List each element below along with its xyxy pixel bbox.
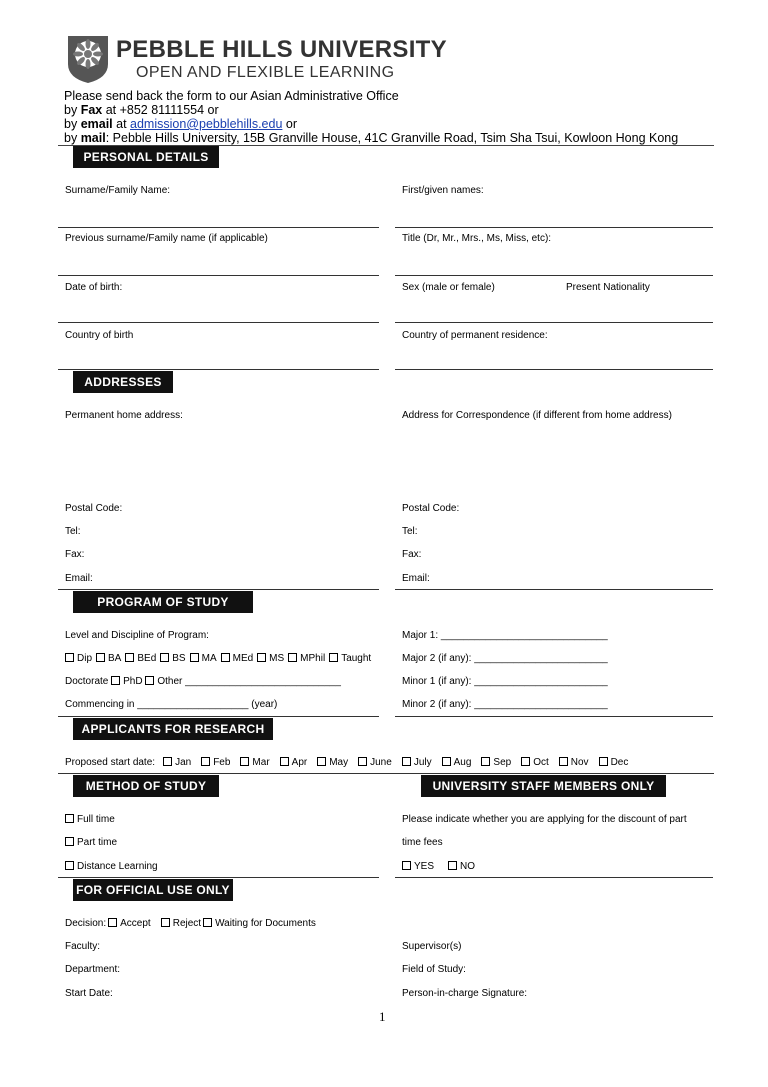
personal-details-heading: PERSONAL DETAILS — [73, 146, 219, 168]
month-option[interactable]: Nov — [559, 757, 589, 768]
doctorate-checkbox[interactable] — [111, 676, 120, 685]
degree-option[interactable]: BA — [96, 653, 121, 664]
month-option[interactable]: Jan — [163, 757, 191, 768]
department-label: Department: — [65, 964, 121, 975]
country-residence-field[interactable] — [395, 369, 713, 370]
degree-options — [65, 653, 375, 664]
checkbox[interactable] — [65, 861, 74, 870]
checkbox[interactable] — [65, 814, 74, 823]
major1-label: Major 1: ______________________________ — [402, 630, 608, 641]
part-time-option[interactable]: Part time — [65, 837, 117, 848]
month-option[interactable]: Dec — [599, 757, 629, 768]
staff-discount-text-2: time fees — [402, 837, 443, 848]
title-label: Title (Dr, Mr., Mrs., Ms, Miss, etc): — [402, 233, 552, 244]
staff-discount-text-1: Please indicate whether you are applying for the discount of part — [402, 814, 687, 825]
full-time-option[interactable]: Full time — [65, 814, 115, 825]
phd-checkbox[interactable] — [145, 676, 154, 685]
accept-option[interactable]: Accept — [108, 918, 151, 929]
faculty-label: Faculty: — [65, 941, 101, 952]
research-heading: APPLICANTS FOR RESEARCH — [73, 718, 273, 740]
program-heading: PROGRAM OF STUDY — [73, 591, 253, 613]
previous-surname-label: Previous surname/Family name (if applicable) — [65, 233, 268, 244]
country-residence-label: Country of permanent residence: — [402, 330, 548, 341]
dob-field[interactable] — [58, 322, 379, 323]
degree-option[interactable]: MA — [190, 653, 217, 664]
previous-surname-field[interactable] — [58, 275, 379, 276]
program-end-line — [58, 716, 379, 717]
month-option[interactable]: Apr — [280, 757, 308, 768]
university-name: PEBBLE HILLS UNIVERSITY — [116, 36, 447, 63]
waiting-option[interactable]: Waiting for Documents — [203, 918, 316, 929]
month-option[interactable]: Feb — [201, 757, 230, 768]
checkbox[interactable] — [221, 653, 230, 662]
distance-learning-option[interactable]: Distance Learning — [65, 861, 158, 872]
doctorate-options: Doctorate PhD Other ____________________________ — [65, 676, 341, 687]
reject-option[interactable]: Reject — [161, 918, 201, 929]
checkbox[interactable] — [288, 653, 297, 662]
page-number: 1 — [379, 1009, 386, 1024]
official-heading: FOR OFFICIAL USE ONLY — [73, 879, 233, 901]
corr-fax-label: Fax: — [402, 549, 422, 560]
month-option[interactable]: July — [402, 757, 432, 768]
home-address-label: Permanent home address: — [65, 410, 183, 421]
research-end-line — [58, 773, 714, 774]
month-option[interactable]: Sep — [481, 757, 511, 768]
title-field[interactable] — [395, 275, 713, 276]
staff-end-line — [395, 877, 713, 878]
corr-postal-label: Postal Code: — [402, 503, 460, 514]
degree-option[interactable]: BS — [160, 653, 185, 664]
intro-mail: by mail: Pebble Hills University, 15B Granville House, 41C Granville Road, Tsim Sha Tsui, Kowloon Hong Kong — [64, 131, 679, 145]
checkbox[interactable] — [257, 653, 266, 662]
first-name-field[interactable] — [395, 227, 713, 228]
degree-option[interactable]: MEd — [221, 653, 254, 664]
checkbox[interactable] — [160, 653, 169, 662]
intro-fax: by Fax at +852 81111554 or — [64, 103, 219, 117]
surname-field[interactable] — [58, 227, 379, 228]
intro-email: by email at admission@pebblehills.edu or — [64, 117, 297, 131]
program-end-line-right — [395, 716, 713, 717]
surname-label: Surname/Family Name: — [65, 185, 171, 196]
degree-option[interactable]: BEd — [125, 653, 156, 664]
sex-nationality-field[interactable] — [395, 322, 713, 323]
month-option[interactable]: May — [317, 757, 348, 768]
corr-email-label: Email: — [402, 573, 430, 584]
home-address-end-line — [58, 589, 379, 590]
checkbox[interactable] — [125, 653, 134, 662]
university-subtitle: OPEN AND FLEXIBLE LEARNING — [136, 64, 395, 81]
corr-address-end-line — [395, 589, 713, 590]
university-crest-icon — [66, 34, 110, 84]
home-email-label: Email: — [65, 573, 93, 584]
checkbox[interactable] — [65, 653, 74, 662]
degree-option[interactable]: MS — [257, 653, 284, 664]
first-name-label: First/given names: — [402, 185, 484, 196]
country-birth-field[interactable] — [58, 369, 379, 370]
home-tel-label: Tel: — [65, 526, 81, 537]
month-option[interactable]: Mar — [240, 757, 269, 768]
major2-label: Major 2 (if any): ________________________ — [402, 653, 608, 664]
checkbox[interactable] — [190, 653, 199, 662]
degree-option[interactable]: Taught — [329, 653, 371, 664]
minor2-label: Minor 2 (if any): ________________________ — [402, 699, 608, 710]
month-option[interactable]: Aug — [442, 757, 472, 768]
proposed-start-row: Proposed start date: Jan Feb Mar Apr May June July Aug Sep Oct Nov Dec — [65, 757, 629, 768]
degree-option[interactable]: MPhil — [288, 653, 325, 664]
correspondence-address-label: Address for Correspondence (if different from home address) — [402, 410, 672, 421]
signature-label: Person-in-charge Signature: — [402, 988, 528, 999]
checkbox[interactable] — [329, 653, 338, 662]
method-end-line — [58, 877, 379, 878]
level-label: Level and Discipline of Program: — [65, 630, 209, 641]
home-fax-label: Fax: — [65, 549, 85, 560]
nationality-label: Present Nationality — [566, 282, 650, 293]
staff-yes-no — [402, 861, 479, 872]
start-date-label: Start Date: — [65, 988, 113, 999]
sex-label: Sex (male or female) — [402, 282, 495, 293]
minor1-label: Minor 1 (if any): ________________________ — [402, 676, 608, 687]
home-postal-label: Postal Code: — [65, 503, 123, 514]
degree-option[interactable]: Dip — [65, 653, 92, 664]
staff-heading: UNIVERSITY STAFF MEMBERS ONLY — [421, 775, 666, 797]
method-heading: METHOD OF STUDY — [73, 775, 219, 797]
field-label: Field of Study: — [402, 964, 466, 975]
month-option[interactable]: Oct — [521, 757, 549, 768]
email-link[interactable]: admission@pebblehills.edu — [130, 117, 283, 131]
month-option[interactable]: June — [358, 757, 392, 768]
supervisor-label: Supervisor(s) — [402, 941, 462, 952]
yes-option[interactable]: YES — [402, 861, 434, 872]
commencing-label: Commencing in ____________________ (year) — [65, 699, 278, 710]
checkbox[interactable] — [65, 837, 74, 846]
corr-tel-label: Tel: — [402, 526, 418, 537]
addresses-heading: ADDRESSES — [73, 371, 173, 393]
dob-label: Date of birth: — [65, 282, 123, 293]
country-birth-label: Country of birth — [65, 330, 134, 341]
decision-row: Decision: Accept Reject Waiting for Documents — [65, 918, 316, 929]
checkbox[interactable] — [96, 653, 105, 662]
intro-line-1: Please send back the form to our Asian Administrative Office — [64, 89, 399, 103]
no-option[interactable]: NO — [448, 861, 475, 872]
